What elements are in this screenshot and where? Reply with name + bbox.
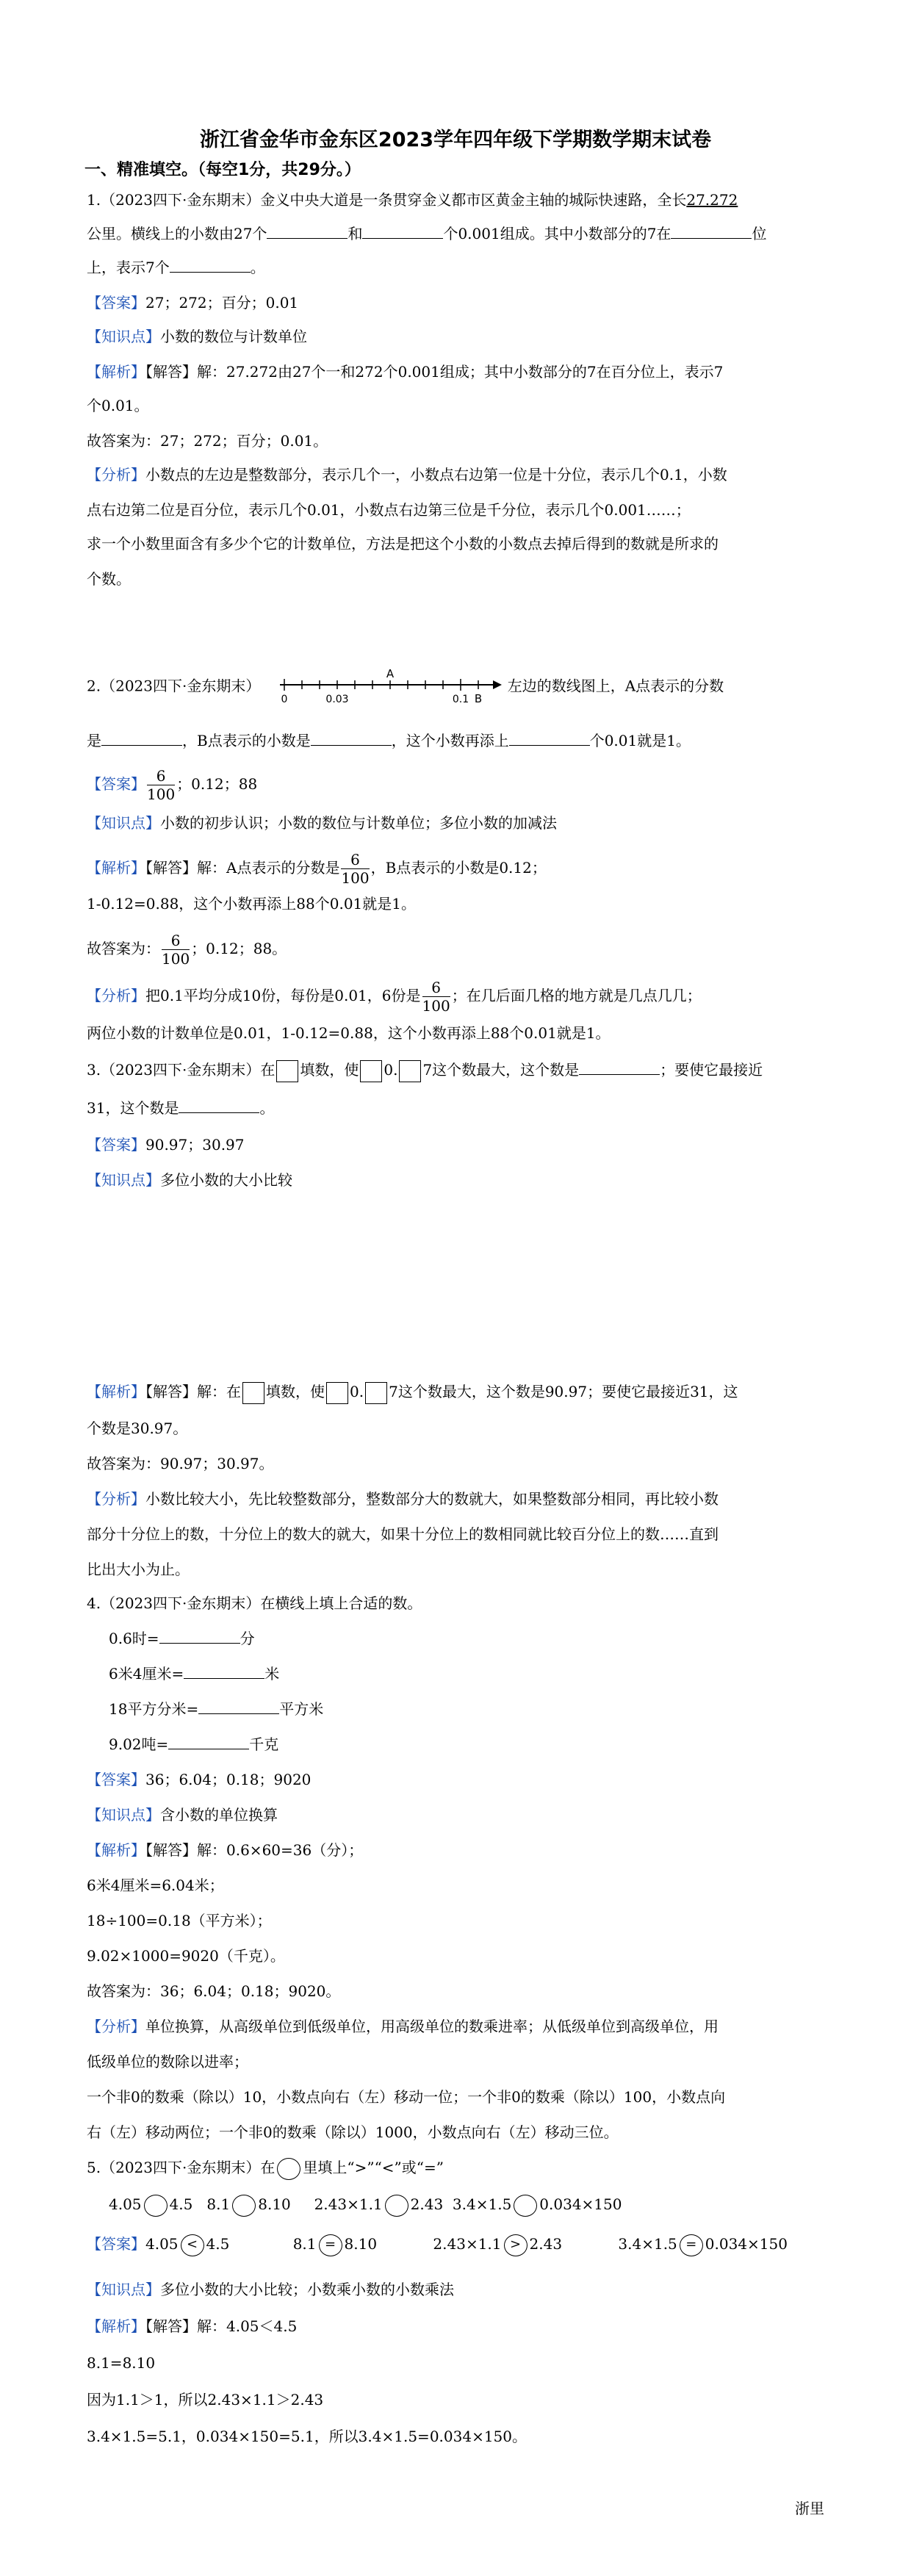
q1-blank-2[interactable] (362, 223, 443, 239)
q4-analysis-3: 18÷100=0.18（平方米）； (87, 1912, 272, 1929)
fill-box (326, 1382, 348, 1404)
fraction: $\frac{6}{100}$ (147, 767, 176, 803)
q4-analysis-5: 故答案为：36；6.04；0.18；9020。 (87, 1982, 341, 2000)
fraction: $\frac{6}{100}$ (162, 932, 190, 968)
q4-item-3: 18平方分米= 平方米 (109, 1700, 324, 1718)
compare-circle-1[interactable] (144, 2195, 168, 2217)
q1-analysis-3: 故答案为：27；272；百分；0.01。 (87, 432, 328, 450)
q5-analysis-4: 3.4×1.5=5.1，0.034×150=5.1，所以3.4×1.5=0.034×150。 (87, 2428, 527, 2445)
q4-analysis-1: 【解析】【解答】解：0.6×60=36（分）； (87, 1841, 364, 1859)
circle-blank (277, 2158, 300, 2180)
q4-blank-1[interactable] (159, 1628, 240, 1644)
q5-answer: 【答案】4.05 < 4.5 8.1 = 8.10 2.43×1.1 > 2.43 3.4×1.5 = 0.034×150 (87, 2234, 788, 2256)
nl-label-003: 0.03 (325, 694, 349, 705)
q5-line-1: 5.（2023四下·金东期末）在 里填上“>”“<”或“=” (87, 2157, 444, 2180)
q1-analysis-1: 【解析】【解答】解：27.272由27个一和272个0.001组成；其中小数部分的7在百分位上，表示7 (87, 363, 724, 381)
q2-reason-2: 两位小数的计数单位是0.01，1-0.12=0.88，这个小数再添上88个0.01就是1。 (87, 1024, 611, 1042)
fraction: $\frac{6}{100}$ (422, 979, 450, 1015)
q4-reason-1: 【分析】单位换算，从高级单位到低级单位，用高级单位的数乘进率；从低级单位到高级单位，用 (87, 2018, 719, 2035)
q1-answer: 【答案】27；272；百分；0.01 (87, 294, 299, 312)
q3-analysis-3: 故答案为：90.97；30.97。 (87, 1455, 274, 1472)
q2-line-1: 2.（2023四下·金东期末） 0 0.03 0.1 A B 左边的数线图上，A点表示的分数 (87, 669, 724, 705)
compare-circle-3[interactable] (385, 2195, 408, 2217)
q3-answer: 【答案】90.97；30.97 (87, 1136, 245, 1154)
q4-item-1: 0.6时= 分 (109, 1630, 255, 1647)
q4-analysis-2: 6米4厘米=6.04米； (87, 1877, 224, 1894)
q1-line-3: 上，表示7个 。 (87, 259, 265, 276)
number-line-figure (265, 669, 508, 705)
q1-line-2: 公里。横线上的小数由27个 和 个0.001组成。其中小数部分的7在 位 (87, 225, 767, 242)
nl-label-0: 0 (281, 694, 288, 705)
q1-reason-3: 求一个小数里面含有多少个它的计数单位，方法是把这个小数的小数点去掉后得到的数就是所求的 (87, 535, 719, 553)
q1-blank-3[interactable] (671, 223, 752, 239)
q2-blank-1[interactable] (101, 730, 182, 746)
q4-reason-2: 低级单位的数除以进率； (87, 2053, 248, 2070)
fill-box[interactable] (360, 1060, 382, 1082)
q4-line-1: 4.（2023四下·金东期末）在横线上填上合适的数。 (87, 1594, 422, 1612)
q2-analysis-3: 故答案为： $\frac{6}{100}$ ；0.12；88。 (87, 932, 287, 968)
q4-knowledge: 【知识点】含小数的单位换算 (87, 1806, 278, 1824)
q1-line-1: 1.（2023四下·金东期末）金义中央大道是一条贯穿金义都市区黄金主轴的城际快速路，全长27.272 (87, 191, 738, 209)
q3-line-1: 3.（2023四下·金东期末）在 填数，使 0. 7这个数最大，这个数是 ；要使它最接近 (87, 1059, 763, 1082)
q2-blank-2[interactable] (311, 730, 392, 746)
q3-blank-1[interactable] (579, 1059, 660, 1075)
page-footer: 浙里 (795, 2500, 824, 2517)
compare-circle-2[interactable] (232, 2195, 256, 2217)
answer-circle: > (504, 2234, 527, 2256)
q2-reason-1: 【分析】把0.1平均分成10份，每份是0.01，6份是 $\frac{6}{100}$ ；在几后面几格的地方就是几点几几； (87, 979, 702, 1015)
q4-blank-3[interactable] (198, 1699, 279, 1714)
fill-box[interactable] (399, 1060, 421, 1082)
q2-blank-3[interactable] (509, 730, 590, 746)
q4-blank-2[interactable] (184, 1663, 264, 1679)
q4-analysis-4: 9.02×1000=9020（千克）。 (87, 1947, 285, 1965)
q4-item-2: 6米4厘米= 米 (109, 1665, 280, 1683)
q1-knowledge: 【知识点】小数的数位与计数单位 (87, 328, 307, 345)
nl-label-01: 0.1 (452, 694, 469, 705)
answer-circle: = (319, 2234, 342, 2256)
q5-analysis-3: 因为1.1＞1，所以2.43×1.1＞2.43 (87, 2391, 324, 2408)
fill-box (242, 1382, 264, 1404)
q3-reason-1: 【分析】小数比较大小，先比较整数部分，整数部分大的数就大，如果整数部分相同，再比较小数 (87, 1490, 719, 1508)
q2-analysis-2: 1-0.12=0.88，这个小数再添上88个0.01就是1。 (87, 895, 417, 913)
q3-reason-3: 比出大小为止。 (87, 1561, 190, 1578)
q4-blank-4[interactable] (168, 1734, 249, 1749)
q1-blank-4[interactable] (170, 257, 251, 273)
q3-analysis-1: 【解析】【解答】解：在 填数，使 0. 7这个数最大，这个数是90.97；要使它最接近31，这 (87, 1381, 738, 1404)
q4-answer: 【答案】36；6.04；0.18；9020 (87, 1771, 312, 1788)
q3-reason-2: 部分十分位上的数，十分位上的数大的就大，如果十分位上的数相同就比较百分位上的数……直到 (87, 1525, 719, 1543)
fraction: $\frac{6}{100}$ (341, 851, 370, 887)
q3-blank-2[interactable] (179, 1098, 259, 1113)
number-line-arrow (493, 680, 502, 689)
q1-analysis-2: 个0.01。 (87, 397, 149, 414)
page-title: 浙江省金华市金东区2023学年四年级下学期数学期末试卷 (199, 129, 712, 151)
answer-circle: < (181, 2234, 204, 2256)
q1-reason-2: 点右边第二位是百分位，表示几个0.01，小数点右边第三位是千分位，表示几个0.001……； (87, 501, 691, 519)
q1-reason-1: 【分析】小数点的左边是整数部分，表示几个一，小数点右边第一位是十分位，表示几个0.1，小数 (87, 466, 727, 483)
section-heading: 一、精准填空。（每空1分，共29分。） (84, 161, 361, 179)
fill-box (365, 1382, 387, 1404)
q2-answer: 【答案】 $\frac{6}{100}$ ；0.12；88 (87, 767, 258, 803)
fill-box[interactable] (276, 1060, 298, 1082)
q4-reason-3: 一个非0的数乘（除以）10，小数点向右（左）移动一位；一个非0的数乘（除以）100，小数点向 (87, 2088, 726, 2106)
q5-knowledge: 【知识点】多位小数的大小比较；小数乘小数的小数乘法 (87, 2281, 454, 2298)
q5-row: 4.05 4.5 8.1 8.10 2.43×1.1 2.43 3.4×1.5 0.034×150 (109, 2194, 622, 2217)
nl-point-a: A (386, 669, 394, 680)
nl-point-b: B (474, 692, 482, 705)
q4-reason-4: 右（左）移动两位；一个非0的数乘（除以）1000，小数点向右（左）移动三位。 (87, 2123, 619, 2141)
q4-item-4: 9.02吨= 千克 (109, 1735, 279, 1753)
q1-blank-1[interactable] (267, 223, 348, 239)
q3-knowledge: 【知识点】多位小数的大小比较 (87, 1171, 292, 1189)
q2-analysis-1: 【解析】【解答】解：A点表示的分数是 $\frac{6}{100}$ ，B点表示的小数是0.12； (87, 851, 547, 887)
q1-reason-4: 个数。 (87, 570, 131, 588)
q2-line-2: 是 ，B点表示的小数是 ，这个小数再添上 个0.01就是1。 (87, 732, 691, 749)
compare-circle-4[interactable] (514, 2195, 537, 2217)
q5-analysis-2: 8.1=8.10 (87, 2354, 156, 2372)
q5-analysis-1: 【解析】【解答】解：4.05＜4.5 (87, 2317, 298, 2335)
q2-knowledge: 【知识点】小数的初步认识；小数的数位与计数单位；多位小数的加减法 (87, 814, 557, 832)
q3-line-2: 31，这个数是 。 (87, 1099, 275, 1117)
q3-analysis-2: 个数是30.97。 (87, 1420, 188, 1437)
answer-circle: = (680, 2234, 703, 2256)
